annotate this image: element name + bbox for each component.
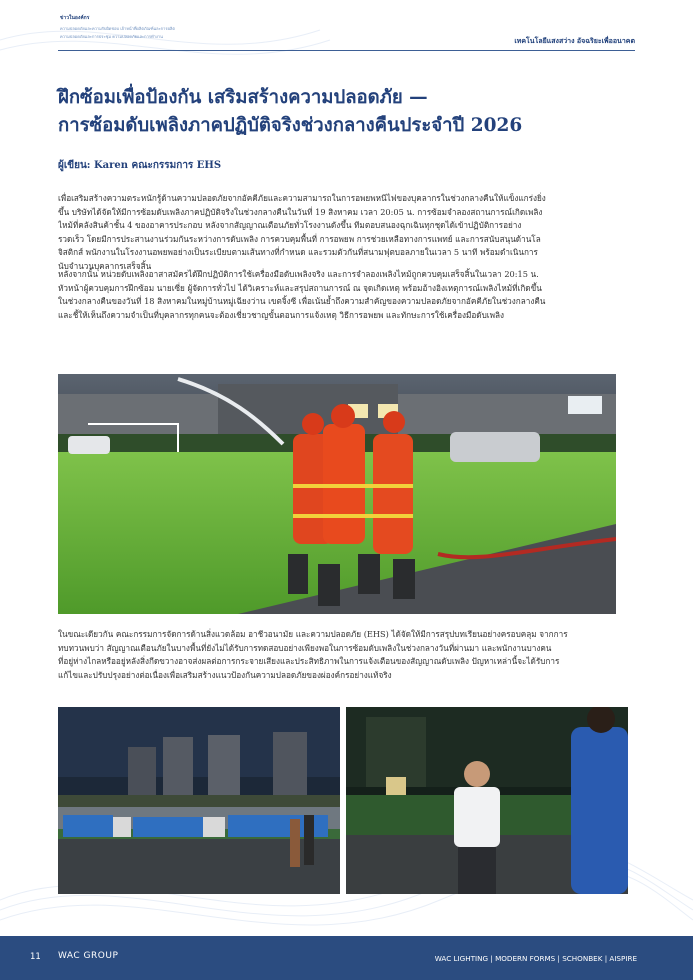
paragraph-line: รวดเร็ว โดยมีการประสานงานร่วมกันระหว่างการดับเพลิง การควบคุมพื้นที่ การอพยพ การช่วยเหลือทางการแพทย์ และการสนับสนุนด้านโล — [58, 233, 541, 244]
article-title — [58, 84, 638, 140]
paragraph-line: ในช่วงกลางคืนของวันที่ 18 สิงหาคมในหมู่บ้านหมู่เฉียงว่าน เขตจิ้งซี เพื่อเน้นย้ำถึงความสำคัญของความปลอดภัยจากอัคคีภัยในช่วงกลางคืน — [58, 296, 546, 306]
paragraph-intro — [58, 192, 635, 273]
paragraph-line: และชี้ให้เห็นถึงความจำเป็นที่บุคลากรทุกคนจะต้องเชี่ยวชาญขั้นตอนการแจ้งเหตุ วิธีการอพยพ และทักษะการใช้เครื่องมือดับเพลิง — [58, 309, 505, 320]
paragraph-line: แก้ไขและปรับปรุงอย่างต่อเนื่องเพื่อเสริมสร้างแนวป้องกันความปลอดภัยของผ่องค์กรอย่างแท้จริง — [58, 669, 392, 680]
paragraph-line: นับจำนวนบุคลากรเสร็จสิ้น — [58, 260, 152, 271]
page-footer — [0, 936, 693, 980]
paragraph-line: ทบทวนพบว่า สัญญาณเตือนภัยในบางพื้นที่ยังไม่ได้รับการทดสอบอย่างเพียงพอในการซ้อมดับเพลิงในช่วงกลางวันที่ผ่านมา และพนักงานบางคน — [58, 642, 552, 653]
paragraph-line: ในขณะเดียวกัน คณะกรรมการจัดการด้านสิ่งแวดล้อม อาชีวอนามัย และความปลอดภัย (EHS) ได้จัดให้มีการสรุปบทเรียนอย่างครอบคลุม จากการ — [58, 629, 568, 639]
paragraph-line: เพื่อเสริมสร้างความตระหนักรู้ด้านความปลอดภัยจากอัคคีภัยและความสามารถในการอพยพหนีไฟของบุคลากรในช่วงกลางคืนให้แข็งแกร่งยิ่ง — [58, 193, 546, 203]
paragraph-drill — [58, 268, 635, 322]
paragraph-line: หัวหน้าผู้ควบคุมการฝึกซ้อม นายเซี่ย ผู้จัดการทั่วไป ได้วิเคราะห์และสรุปสถานการณ์ ณ จุดเกิดเหตุ พร้อมอ้างอิงเหตุการณ์เพลิงไหม้ที่เกิดขึ้น — [58, 282, 542, 293]
article-title-line: ฝึกซ้อมเพื่อป้องกัน เสริมสร้างความปลอดภัย — — [58, 87, 428, 108]
header-meta-heading: ข่าวในองค์กร — [60, 15, 90, 21]
paragraph-line: ที่อยู่ห่างไกลหรืออยู่หลังสิ่งกีดขวางอาจส่งผลต่อการกระจายเสียงและประสิทธิภาพในการแจ้งเตือนของสัญญาณดับเพลิง ปัญหาเหล่านี้จะได้รับการ — [58, 656, 560, 666]
paragraph-line: ขึ้น บริษัทได้จัดให้มีการซ้อมดับเพลิงภาคปฏิบัติจริงในช่วงกลางคืนในวันที่ 19 สิงหาคม เวลา 20:05 น. การซ้อมจำลองสถานการณ์เกิดเพลิง — [58, 206, 543, 217]
photo-assembly-crowd — [58, 707, 340, 894]
paragraph-line: ไหม้ที่คลังสินค้าชั้น 4 ของอาคารประกอบ หลังจากสัญญาณเตือนภัยทั่วโรงงานดังขึ้น ทีมตอบสนองฉุกเฉินทุกชุดได้เข้าปฏิบัติการอย่าง — [58, 220, 522, 230]
paragraph-line: จิสติกส์ พนักงานในโรงงานอพยพอย่างเป็นระเบียบตามเส้นทางที่กำหนด และรวมตัวกันที่สนามฟุตบอลภายในเวลา 5 นาที พร้อมดำเนินการ — [58, 247, 538, 257]
photo-speaker-microphone — [346, 707, 628, 894]
article-title-line: การซ้อมดับเพลิงภาคปฏิบัติจริงช่วงกลางคืนประจำปี 2026 — [58, 115, 523, 136]
page-number: 11 — [30, 952, 41, 962]
header-divider — [58, 50, 635, 51]
header-section-title: เทคโนโลยีแสงสว่าง อัจฉริยะเพื่ออนาคต — [514, 37, 635, 45]
header-meta-line: ความปลอดภัยและความรับผิดชอบ เจ้าหน้าที่ผลิตภัณฑ์และการผลิต — [60, 26, 175, 31]
paragraph-ehs-review — [58, 628, 635, 682]
footer-brand: WAC GROUP — [58, 951, 119, 961]
header-meta-line: ความปลอดภัยและการประชุม ความปลอดภัยและการทำงาน — [60, 34, 163, 39]
photo-firefighters-hose — [58, 374, 616, 614]
header-meta — [60, 14, 300, 41]
paragraph-line: หลังจากนั้น หน่วยดับเพลิงอาสาสมัครได้ฝึกปฏิบัติการใช้เครื่องมือดับเพลิงจริง และการจำลองเพลิงไหม้ถูกควบคุมเสร็จสิ้นในเวลา 20:15 น. — [58, 269, 539, 279]
footer-brands-list: WAC LIGHTING | MODERN FORMS | SCHONBEK | AISPIRE — [434, 954, 637, 963]
article-author: ผู้เขียน: Karen คณะกรรมการ EHS — [58, 160, 222, 171]
